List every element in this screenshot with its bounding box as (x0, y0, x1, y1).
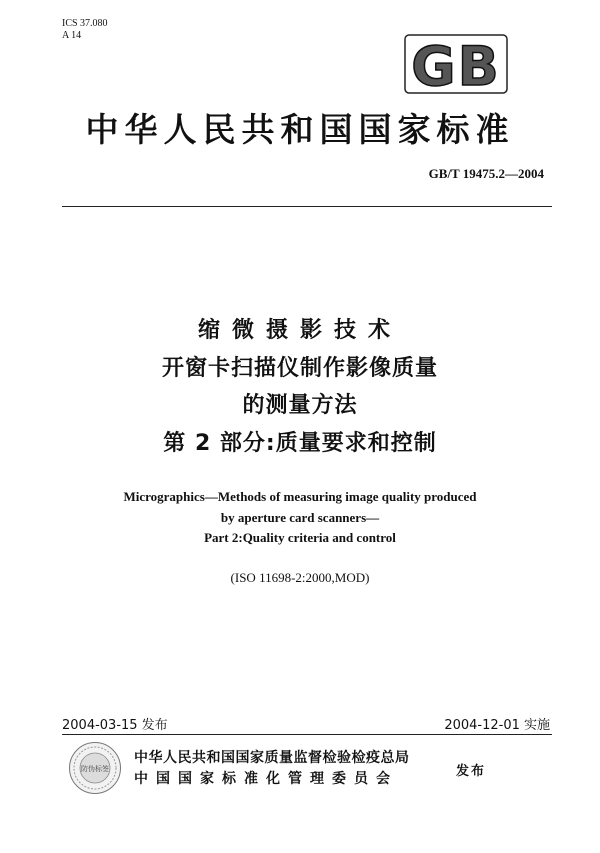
title-cn-line3: 的测量方法 (242, 393, 358, 418)
seal-text: 防伪标签 (81, 765, 109, 773)
class-code: A 14 (62, 30, 82, 41)
title-cn-line1: 缩微摄影技术 (197, 318, 402, 343)
issuer-line2: 中国国家标准化管理委员会 (134, 771, 398, 787)
header-divider (62, 206, 552, 207)
issue-date: 2004-03-15 发布 (62, 718, 168, 733)
ics-code: ICS 37.080 (62, 18, 108, 29)
title-cn-line2: 开窗卡扫描仪制作影像质量 (161, 356, 438, 381)
iso-reference: (ISO 11698-2:2000,MOD) (230, 570, 370, 585)
title-en-line3: Part 2:Quality criteria and control (204, 530, 396, 545)
gb-logo-text: GB (411, 35, 501, 94)
anti-counterfeit-seal (68, 741, 122, 795)
title-en-line2: by aperture card scanners— (220, 510, 380, 525)
title-en-line1: Micrographics—Methods of measuring image quality produced (123, 489, 477, 504)
standard-code: GB/T 19475.2—2004 (428, 166, 544, 181)
effective-date: 2004-12-01 实施 (444, 718, 550, 733)
footer-divider (62, 734, 552, 735)
standard-type-heading: 中华人民共和国国家标准 (85, 110, 515, 149)
gb-logo (404, 34, 508, 94)
issuer-line1: 中华人民共和国国家质量监督检验检疫总局 (134, 750, 410, 766)
publish-label: 发布 (456, 764, 487, 779)
classification-block (62, 18, 108, 42)
title-cn-line4: 第 2 部分:质量要求和控制 (163, 431, 437, 456)
